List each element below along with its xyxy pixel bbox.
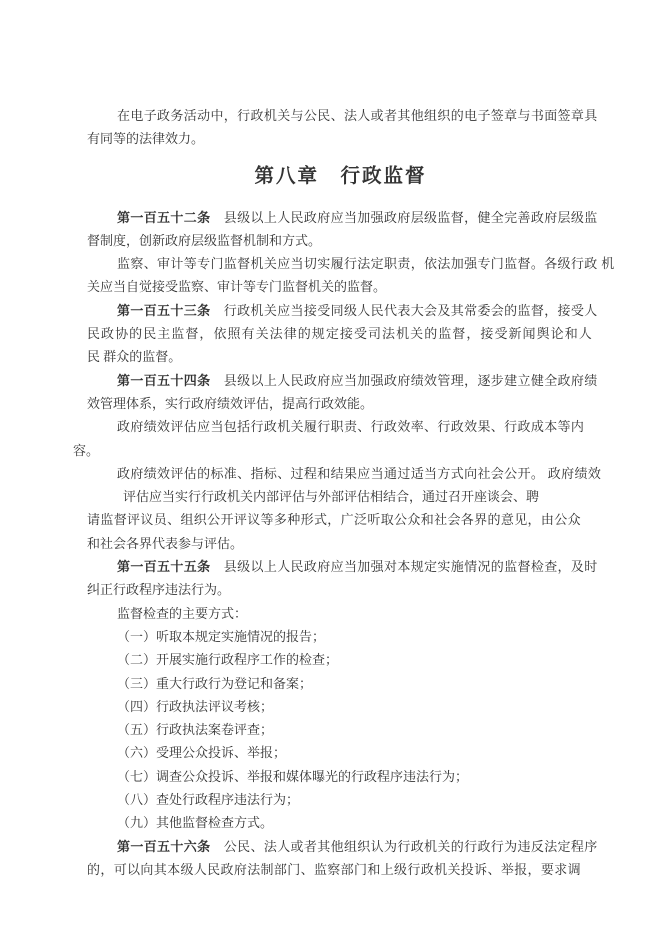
- intro-lines: [87, 104, 598, 151]
- text-segment: （五）行政执法案卷评查；: [117, 722, 274, 738]
- text-line: [87, 415, 594, 438]
- text-line: [87, 485, 594, 508]
- text-line: [87, 206, 598, 229]
- text-line: [87, 104, 598, 127]
- text-segment: 县级以上人民政府应当加强对本规定实施情况的监督检查，及时: [210, 559, 598, 575]
- text-line: [87, 811, 594, 834]
- text-segment: 督制度，创新政府层级监督机制和方式。: [87, 232, 322, 248]
- text-line: [87, 392, 594, 415]
- text-segment: （二）开展实施行政程序工作的检查；: [117, 652, 339, 668]
- text-line: [87, 462, 602, 485]
- text-line: [87, 322, 594, 345]
- text-segment: 行政机关应当接受同级人民代表大会及其常委会的监督，接受人: [210, 302, 598, 318]
- text-line: [87, 718, 594, 741]
- text-segment: 和社会各界代表参与评估。: [87, 535, 244, 551]
- chapter-heading: 第八章 行政监督: [254, 165, 427, 187]
- text-line: [87, 602, 594, 625]
- text-segment: 民 群众的监督。: [87, 349, 182, 365]
- text-line: [87, 835, 598, 858]
- text-line: [87, 695, 594, 718]
- text-line: [87, 369, 598, 392]
- body-lines: [73, 206, 615, 882]
- text-segment: 民政协的民主监督，依照有关法律的规定接受司法机关的监督，接受新闻舆论和人: [87, 326, 593, 342]
- text-segment: 效管理体系，实行政府绩效评估，提高行政效能。: [87, 395, 374, 411]
- text-line: [87, 741, 594, 764]
- text-segment: （九）其他监督检查方式。: [117, 815, 274, 831]
- text-segment: 监督检查的主要方式：: [117, 605, 248, 621]
- text-segment: （四）行政执法评议考核；: [117, 698, 274, 714]
- text-line: [87, 578, 594, 601]
- text-line: [87, 765, 594, 788]
- text-segment: 在电子政务活动中，行政机关与公民、法人或者其他组织的电子签章与书面签章具: [117, 108, 598, 123]
- text-segment: 政府绩效评估的标准、指标、过程和结果应当通过适当方式向社会公开。 政府绩效: [117, 465, 602, 481]
- text-segment: 请监督评议员、组织公开评议等多种形式，广泛听取公众和社会各界的意见，由公众: [87, 512, 581, 528]
- text-line: [87, 275, 594, 298]
- article-number: 第一百五十五条: [117, 559, 211, 575]
- text-segment: 公民、法人或者其他组织认为行政机关的行政行为违反法定程序: [210, 838, 598, 854]
- text-segment: 的，可以向其本级人民政府法制部门、监察部门和上级行政机关投诉、举报，要求调: [87, 861, 581, 877]
- text-segment: 容。: [73, 442, 100, 458]
- text-segment: 政府绩效评估应当包括行政机关履行职责、行政效率、行政效果、行政成本等内: [117, 419, 585, 435]
- text-line: [87, 532, 594, 555]
- article-number: 第一百五十三条: [117, 302, 211, 318]
- text-segment: 县级以上人民政府应当加强政府绩效管理，逐步建立健全政府绩: [210, 372, 598, 388]
- text-line: [87, 127, 594, 150]
- text-segment: 有同等的法律效力。: [87, 131, 205, 147]
- text-line: [87, 229, 594, 252]
- text-line: [87, 555, 598, 578]
- text-line: [87, 648, 594, 671]
- text-segment: 监察、审计等专门监督机关应当切实履行法定职责，依法加强专门监督。各级行政 机: [117, 256, 615, 272]
- text-segment: （一）听取本规定实施情况的报告；: [117, 628, 326, 644]
- text-line: [87, 858, 594, 881]
- text-line: [87, 788, 594, 811]
- text-line: [87, 345, 594, 368]
- article-number: 第一百五十六条: [117, 838, 211, 854]
- text-line: [87, 672, 594, 695]
- text-line: [73, 439, 594, 462]
- text-segment: （八）查处行政程序违法行为；: [117, 792, 300, 808]
- text-segment: 关应当自觉接受监察、审计等专门监督机关的监督。: [87, 279, 387, 295]
- text-line: [87, 508, 594, 531]
- text-line: [87, 299, 598, 322]
- text-segment: 县级以上人民政府应当加强政府层级监督，健全完善政府层级监: [210, 209, 598, 225]
- text-segment: （三）重大行政行为登记和备案；: [117, 675, 313, 691]
- text-segment: （七）调查公众投诉、举报和媒体曝光的行政程序违法行为；: [117, 768, 469, 784]
- text-segment: 评估应当实行行政机关内部评估与外部评估相结合，通过召开座谈会、聘: [123, 489, 540, 505]
- text-line: [87, 252, 615, 275]
- article-number: 第一百五十四条: [117, 372, 211, 388]
- text-segment: （六）受理公众投诉、举报；: [117, 745, 287, 761]
- text-line: [87, 625, 594, 648]
- text-segment: 纠正行政程序违法行为。: [87, 582, 231, 598]
- article-number: 第一百五十二条: [117, 209, 211, 225]
